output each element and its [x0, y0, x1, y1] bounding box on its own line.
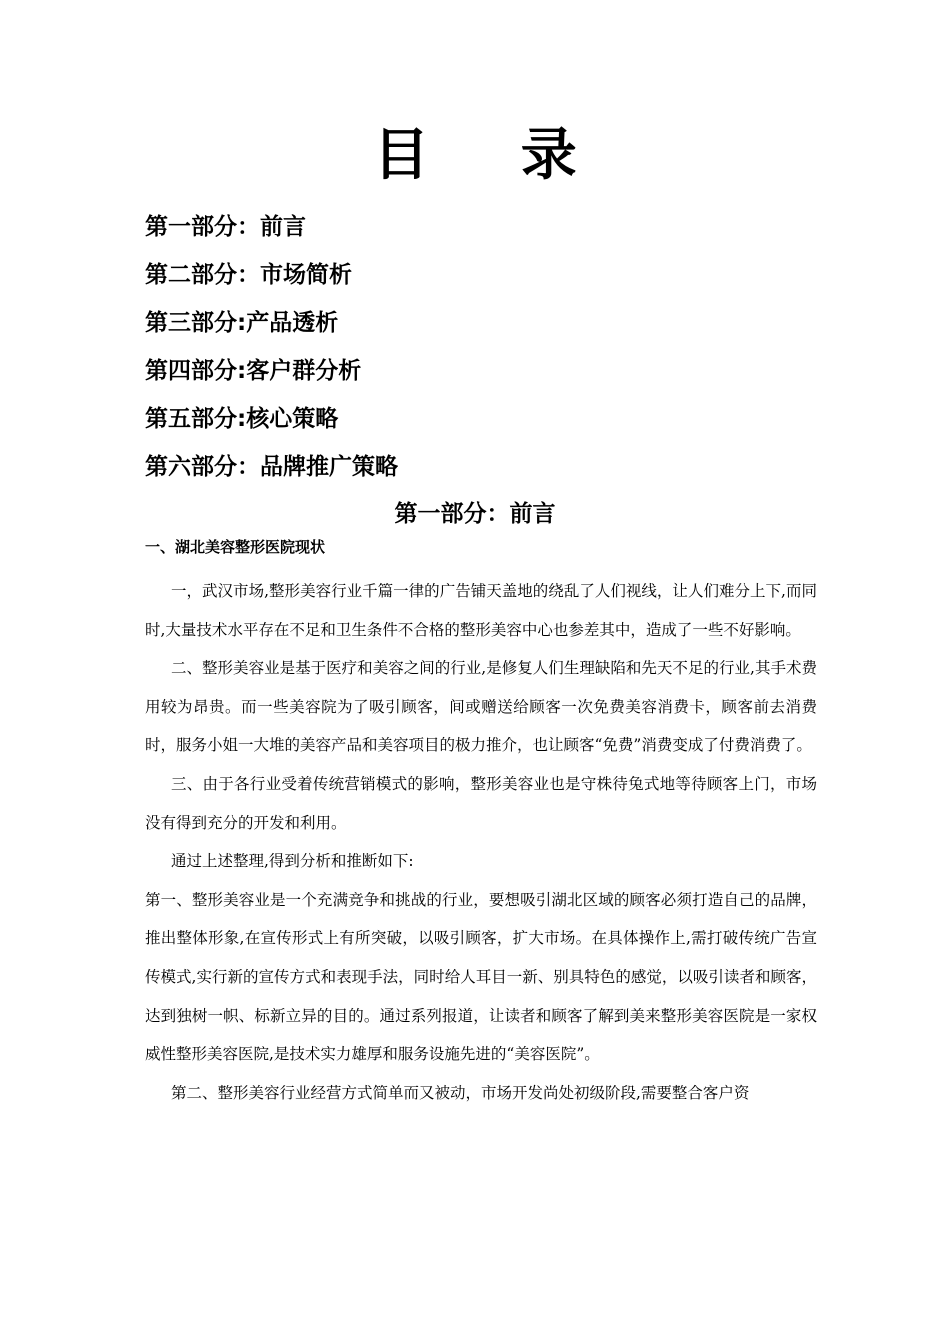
- toc-item: 第一部分：前言: [145, 214, 306, 240]
- paragraph: 二、整形美容业是基于医疗和美容之间的行业,是修复人们生理缺陷和先天不足的行业,其手术费用较为昂贵。而一些美容院为了吸引顾客，间或赠送给顾客一次免费美容消费卡，顾客前去消费时，服务小姐一大堆的美容产品和美容项目的极力推介，也让顾客“免费”消费变成了付费消费了。: [145, 659, 817, 755]
- paragraph: 第二、整形美容行业经营方式简单而又被动，市场开发尚处初级阶段,需要整合客户资: [171, 1083, 750, 1102]
- paragraph: 第一、整形美容业是一个充满竞争和挑战的行业，要想吸引湖北区域的顾客必须打造自己的品牌，推出整体形象,在宣传形式上有所突破，以吸引顾客，扩大市场。在具体操作上,需打破传统广告宣传模式,实行新的宣传方式和表现手法，同时给人耳目一新、别具特色的感觉，以吸引读者和顾客，达到独树一帜、标新立异的目的。通过系列报道，让读者和顾客了解到美来整形美容医院是一家权威性整形美容医院,是技术实力雄厚和服务设施先进的“美容医院”。: [145, 890, 817, 1064]
- toc-item: 第五部分:核心策略: [145, 406, 339, 432]
- table-of-contents: [145, 205, 825, 493]
- toc-item: 第四部分:客户群分析: [145, 358, 362, 384]
- subsection-title: 一、湖北美容整形医院现状: [145, 538, 326, 556]
- paragraph: 一，武汉市场,整形美容行业千篇一律的广告铺天盖地的绕乱了人们视线，让人们难分上下,而同时,大量技术水平存在不足和卫生条件不合格的整形美容中心也参差其中，造成了一些不好影响。: [145, 582, 817, 639]
- paragraph: 通过上述整理,得到分析和推断如下:: [171, 852, 414, 871]
- toc-item: 第二部分：市场简析: [145, 262, 352, 288]
- body-text: [145, 572, 817, 1112]
- paragraph: 三、由于各行业受着传统营销模式的影响，整形美容业也是守株待兔式地等待顾客上门，市场没有得到充分的开发和利用。: [145, 774, 817, 832]
- toc-item: 第三部分:产品透析: [145, 310, 339, 336]
- section-title: 第一部分：前言: [394, 501, 556, 527]
- toc-title: 目 录: [373, 123, 613, 188]
- toc-item: 第六部分：品牌推广策略: [145, 454, 398, 480]
